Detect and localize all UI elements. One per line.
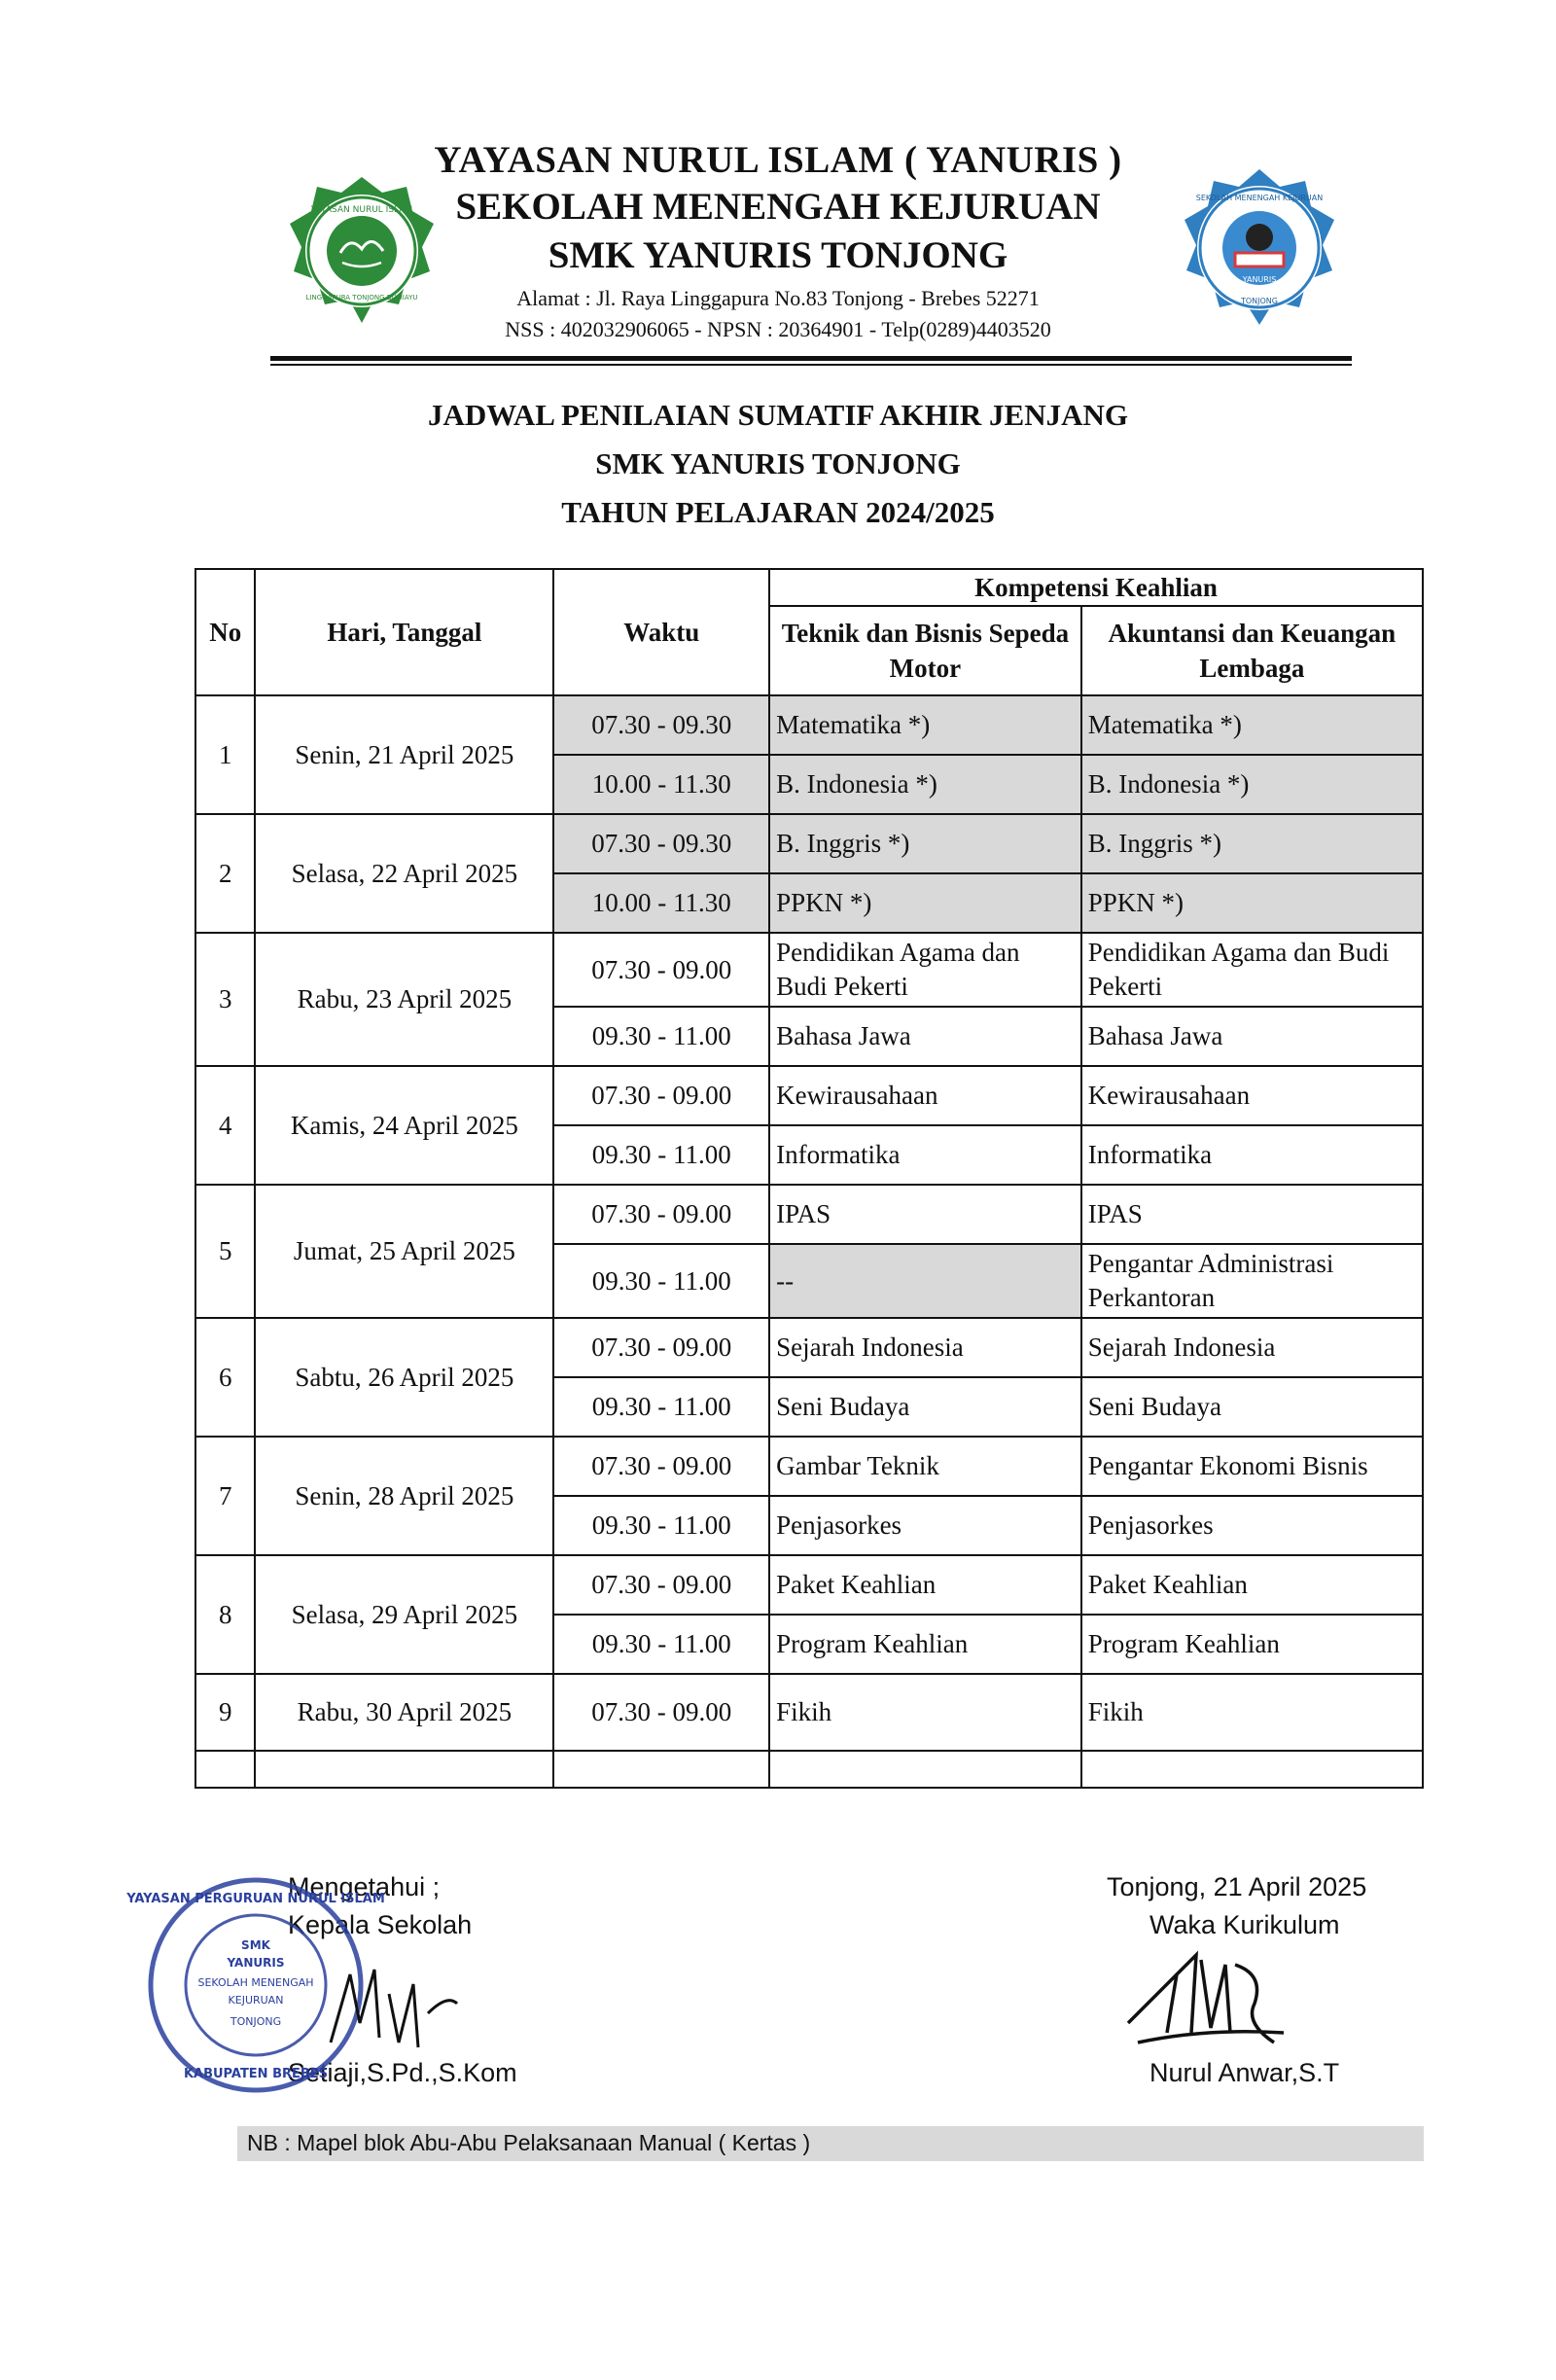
- subject-a: Pendidikan Agama dan Budi Pekerti: [769, 933, 1081, 1007]
- subject-a: Paket Keahlian: [769, 1555, 1081, 1615]
- headmaster-role: Kepala Sekolah: [288, 1910, 473, 1939]
- letterhead-rule-thick: [270, 356, 1352, 361]
- day-no: 5: [195, 1185, 255, 1318]
- subject-a: PPKN *): [769, 873, 1081, 933]
- subject-b: IPAS: [1081, 1185, 1423, 1244]
- headmaster-name: Setiaji,S.Pd.,S.Kom: [288, 2058, 517, 2087]
- session-time: 10.00 - 11.30: [553, 755, 769, 814]
- table-row: [195, 1318, 1423, 1377]
- day-no: 3: [195, 933, 255, 1066]
- empty-cell: [553, 1751, 769, 1788]
- smk-logo: [1177, 165, 1342, 331]
- subject-a: Penjasorkes: [769, 1496, 1081, 1555]
- subject-b: B. Indonesia *): [1081, 755, 1423, 814]
- session-time: 09.30 - 11.00: [553, 1244, 769, 1318]
- title-line-1: JADWAL PENILAIAN SUMATIF AKHIR JENJANG: [428, 398, 1128, 432]
- session-time: 07.30 - 09.30: [553, 695, 769, 755]
- stamp-text-kejuruan: KEJURUAN: [228, 1994, 284, 2007]
- subject-b: Kewirausahaan: [1081, 1066, 1423, 1125]
- subject-b: Fikih: [1081, 1674, 1423, 1751]
- subject-b: Matematika *): [1081, 695, 1423, 755]
- day-no: 4: [195, 1066, 255, 1185]
- right-logo-text-bottom: TONJONG: [1240, 297, 1279, 305]
- right-logo-text-mid: YANURIS: [1242, 275, 1277, 284]
- subject-a: IPAS: [769, 1185, 1081, 1244]
- curriculum-role: Waka Kurikulum: [1149, 1910, 1340, 1939]
- day-no: 8: [195, 1555, 255, 1674]
- header-group: Kompetensi Keahlian: [769, 569, 1423, 606]
- day-date: Rabu, 30 April 2025: [255, 1674, 553, 1751]
- subject-b: Pengantar Ekonomi Bisnis: [1081, 1437, 1423, 1496]
- stamp-text-smk: SMK: [241, 1938, 270, 1952]
- acknowledge-label: Mengetahui ;: [288, 1872, 441, 1901]
- school-ids: NSS : 402032906065 - NPSN : 20364901 - Telp(0289)4403520: [505, 317, 1051, 341]
- headmaster-signature: [321, 1955, 467, 2072]
- left-logo-text-top: YAYASAN NURUL ISLAM: [310, 205, 413, 215]
- session-time: 07.30 - 09.00: [553, 1437, 769, 1496]
- subject-b: Pendidikan Agama dan Budi Pekerti: [1081, 933, 1423, 1007]
- footnote-text: NB : Mapel blok Abu-Abu Pelaksanaan Manual ( Kertas ): [247, 2130, 811, 2155]
- subject-a: Fikih: [769, 1674, 1081, 1751]
- subject-b: Paket Keahlian: [1081, 1555, 1423, 1615]
- footnote-bar: [237, 2126, 1424, 2161]
- session-time: 07.30 - 09.00: [553, 1674, 769, 1751]
- subject-b: Program Keahlian: [1081, 1615, 1423, 1674]
- document-titles: [0, 391, 1556, 537]
- stamp-text-regency: KABUPATEN BREBES: [183, 2067, 329, 2081]
- school-type: SEKOLAH MENENGAH KEJURUAN: [455, 186, 1101, 228]
- day-no: 7: [195, 1437, 255, 1555]
- session-time: 07.30 - 09.00: [553, 1318, 769, 1377]
- empty-cell: [769, 1751, 1081, 1788]
- subject-a: Seni Budaya: [769, 1377, 1081, 1437]
- day-date: Selasa, 29 April 2025: [255, 1555, 553, 1674]
- right-logo-text-top: SEKOLAH MENENGAH KEJURUAN: [1195, 194, 1324, 202]
- day-no: 9: [195, 1674, 255, 1751]
- curriculum-name: Nurul Anwar,S.T: [1149, 2058, 1340, 2087]
- subject-a: Gambar Teknik: [769, 1437, 1081, 1496]
- subject-b: B. Inggris *): [1081, 814, 1423, 873]
- subject-a: Program Keahlian: [769, 1615, 1081, 1674]
- subject-a: Informatika: [769, 1125, 1081, 1185]
- subject-b: Informatika: [1081, 1125, 1423, 1185]
- empty-cell: [255, 1751, 553, 1788]
- foundation-name: YAYASAN NURUL ISLAM ( YANURIS ): [434, 139, 1122, 181]
- day-no: 2: [195, 814, 255, 933]
- subject-a: B. Inggris *): [769, 814, 1081, 873]
- stamp-text-ring: YAYASAN PERGURUAN NURUL ISLAM: [126, 1892, 385, 1906]
- stamp-text-yanuris: YANURIS: [227, 1956, 285, 1970]
- day-date: Sabtu, 26 April 2025: [255, 1318, 553, 1437]
- table-row: [195, 1185, 1423, 1244]
- day-date: Rabu, 23 April 2025: [255, 933, 553, 1066]
- session-time: 10.00 - 11.30: [553, 873, 769, 933]
- title-line-3: TAHUN PELAJARAN 2024/2025: [561, 495, 995, 529]
- empty-cell: [195, 1751, 255, 1788]
- table-row: [195, 1674, 1423, 1751]
- table-row: [195, 1555, 1423, 1615]
- day-date: Senin, 28 April 2025: [255, 1437, 553, 1555]
- table-row: [195, 814, 1423, 873]
- table-row: [195, 1437, 1423, 1496]
- header-time: Waktu: [553, 569, 769, 695]
- subject-b: Penjasorkes: [1081, 1496, 1423, 1555]
- left-logo-text-bottom: LINGGAPURA TONJONG BUMIAYU: [305, 294, 418, 302]
- subject-b: Pengantar Administrasi Perkantoran: [1081, 1244, 1423, 1318]
- table-row: [195, 1066, 1423, 1125]
- subject-a: Sejarah Indonesia: [769, 1318, 1081, 1377]
- session-time: 07.30 - 09.30: [553, 814, 769, 873]
- place-date: Tonjong, 21 April 2025: [1107, 1872, 1367, 1901]
- day-no: 6: [195, 1318, 255, 1437]
- day-date: Jumat, 25 April 2025: [255, 1185, 553, 1318]
- session-time: 09.30 - 11.00: [553, 1496, 769, 1555]
- subject-b: Seni Budaya: [1081, 1377, 1423, 1437]
- stamp-text-school: SEKOLAH MENENGAH: [197, 1976, 314, 1989]
- schedule-table: [194, 568, 1424, 1789]
- session-time: 07.30 - 09.00: [553, 1555, 769, 1615]
- header-no: No: [195, 569, 255, 695]
- school-address: Alamat : Jl. Raya Linggapura No.83 Tonjong - Brebes 52271: [516, 286, 1040, 310]
- session-time: 07.30 - 09.00: [553, 1066, 769, 1125]
- day-date: Senin, 21 April 2025: [255, 695, 553, 814]
- day-date: Selasa, 22 April 2025: [255, 814, 553, 933]
- day-date: Kamis, 24 April 2025: [255, 1066, 553, 1185]
- subject-a: B. Indonesia *): [769, 755, 1081, 814]
- subject-a: Kewirausahaan: [769, 1066, 1081, 1125]
- title-line-2: SMK YANURIS TONJONG: [595, 446, 961, 480]
- session-time: 09.30 - 11.00: [553, 1007, 769, 1066]
- session-time: 07.30 - 09.00: [553, 933, 769, 1007]
- day-no: 1: [195, 695, 255, 814]
- subject-a: --: [769, 1244, 1081, 1318]
- header-program-b: Akuntansi dan Keuangan Lembaga: [1081, 606, 1423, 695]
- subject-a: Matematika *): [769, 695, 1081, 755]
- subject-a: Bahasa Jawa: [769, 1007, 1081, 1066]
- subject-b: Sejarah Indonesia: [1081, 1318, 1423, 1377]
- stamp-text-tonjong: TONJONG: [230, 2015, 282, 2028]
- header-day: Hari, Tanggal: [255, 569, 553, 695]
- table-row: [195, 695, 1423, 755]
- subject-b: Bahasa Jawa: [1081, 1007, 1423, 1066]
- subject-b: PPKN *): [1081, 873, 1423, 933]
- session-time: 07.30 - 09.00: [553, 1185, 769, 1244]
- session-time: 09.30 - 11.00: [553, 1125, 769, 1185]
- session-time: 09.30 - 11.00: [553, 1377, 769, 1437]
- table-row: [195, 933, 1423, 1007]
- school-name: SMK YANURIS TONJONG: [548, 234, 1008, 276]
- header-program-a: Teknik dan Bisnis Sepeda Motor: [769, 606, 1081, 695]
- letterhead: [0, 0, 1556, 370]
- empty-cell: [1081, 1751, 1423, 1788]
- table-row-empty: [195, 1751, 1423, 1788]
- curriculum-signature: [1118, 1936, 1303, 2072]
- session-time: 09.30 - 11.00: [553, 1615, 769, 1674]
- letterhead-rule-thin: [270, 364, 1352, 366]
